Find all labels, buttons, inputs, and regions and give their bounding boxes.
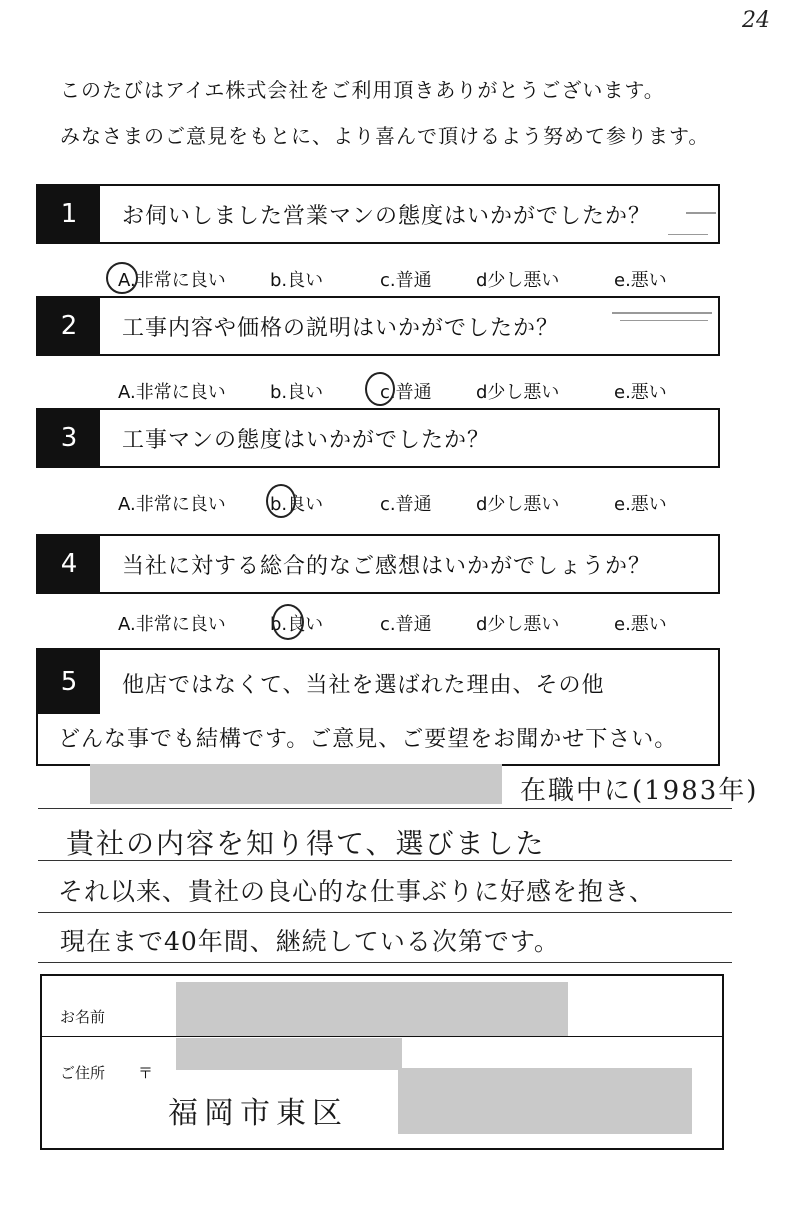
- q3-selection-circle: [266, 484, 296, 518]
- address-label: ご住所: [60, 1064, 106, 1082]
- question-1-number: 1: [38, 186, 100, 242]
- postal-code-redacted: [176, 1038, 402, 1070]
- q3-option-e[interactable]: e.悪い: [614, 494, 667, 515]
- handwritten-line-0: 在職中に(1983年): [520, 776, 759, 806]
- handwritten-line-2[interactable]: それ以来、貴社の良心的な仕事ぶりに好感を抱き、: [58, 877, 656, 906]
- question-5-text-line-2: どんな事でも結構です。ご意見、ご要望をお聞かせ下さい。: [58, 727, 678, 752]
- intro-line-1: このたびはアイエ株式会社をご利用頂きありがとうございます。: [60, 78, 665, 102]
- q2-selection-circle: [365, 372, 395, 406]
- q2-option-c[interactable]: c.普通: [380, 382, 432, 403]
- q2-option-a[interactable]: A.非常に良い: [118, 382, 226, 403]
- question-5-box: [36, 648, 720, 766]
- q1-option-b[interactable]: b.良い: [270, 270, 324, 291]
- q4-option-a[interactable]: A.非常に良い: [118, 614, 226, 635]
- scan-speck: [612, 312, 712, 314]
- question-2-box: [36, 296, 720, 356]
- question-4-text: 当社に対する総合的なご感想はいかがでしょうか？: [122, 553, 652, 579]
- answer-rule-3: [38, 912, 732, 913]
- q1-selection-circle: [106, 262, 138, 294]
- question-3-text: 工事マンの態度はいかがでしたか？: [122, 427, 491, 453]
- question-3-box: [36, 408, 720, 468]
- question-2-text: 工事内容や価格の説明はいかがでしたか？: [122, 315, 560, 341]
- question-3-number: 3: [38, 410, 100, 466]
- address-handwritten[interactable]: 福岡市東区: [168, 1096, 348, 1131]
- scan-speck: [620, 320, 708, 321]
- q4-option-d[interactable]: d少し悪い: [476, 614, 560, 635]
- question-5-text-line-1: 他店ではなくて、当社を選ばれた理由、その他: [122, 673, 605, 698]
- q4-option-e[interactable]: e.悪い: [614, 614, 667, 635]
- q1-option-a[interactable]: A.非常に良い: [118, 270, 226, 291]
- question-1-text: お伺いしました営業マンの態度はいかがでしたか？: [122, 203, 652, 229]
- scan-speck: [686, 212, 716, 214]
- name-label: お名前: [60, 1008, 106, 1026]
- q2-option-d[interactable]: d少し悪い: [476, 382, 560, 403]
- q3-option-b[interactable]: b.良い: [270, 494, 324, 515]
- q4-selection-circle: [272, 604, 304, 640]
- q2-option-e[interactable]: e.悪い: [614, 382, 667, 403]
- address-redacted: [398, 1068, 692, 1134]
- question-2-number: 2: [38, 298, 100, 354]
- q1-option-e[interactable]: e.悪い: [614, 270, 667, 291]
- answer-rule-2: [38, 860, 732, 861]
- scan-speck: [668, 234, 708, 235]
- q4-option-c[interactable]: c.普通: [380, 614, 432, 635]
- name-redacted: [176, 982, 568, 1036]
- q1-option-c[interactable]: c.普通: [380, 270, 432, 291]
- handwritten-line-1[interactable]: 貴社の内容を知り得て、選びました: [66, 827, 546, 860]
- q4-option-b[interactable]: b.良い: [270, 614, 324, 635]
- q3-option-d[interactable]: d少し悪い: [476, 494, 560, 515]
- q2-option-b[interactable]: b.良い: [270, 382, 324, 403]
- answer-rule-1: [38, 808, 732, 809]
- q3-option-c[interactable]: c.普通: [380, 494, 432, 515]
- intro-line-2: みなさまのご意見をもとに、より喜んで頂けるよう努めて参ります。: [60, 124, 710, 148]
- question-4-box: [36, 534, 720, 594]
- page-number: 24: [742, 8, 770, 33]
- postal-mark: 〒: [138, 1064, 154, 1082]
- question-1-box: [36, 184, 720, 244]
- q3-option-a[interactable]: A.非常に良い: [118, 494, 226, 515]
- redacted-block: [90, 764, 502, 804]
- info-divider: [42, 1036, 722, 1037]
- question-5-number: 5: [38, 650, 100, 714]
- question-4-number: 4: [38, 536, 100, 592]
- answer-rule-4: [38, 962, 732, 963]
- contact-info-box: [40, 974, 724, 1150]
- handwritten-line-3[interactable]: 現在まで40年間、継続している次第です。: [60, 927, 560, 956]
- q1-option-d[interactable]: d少し悪い: [476, 270, 560, 291]
